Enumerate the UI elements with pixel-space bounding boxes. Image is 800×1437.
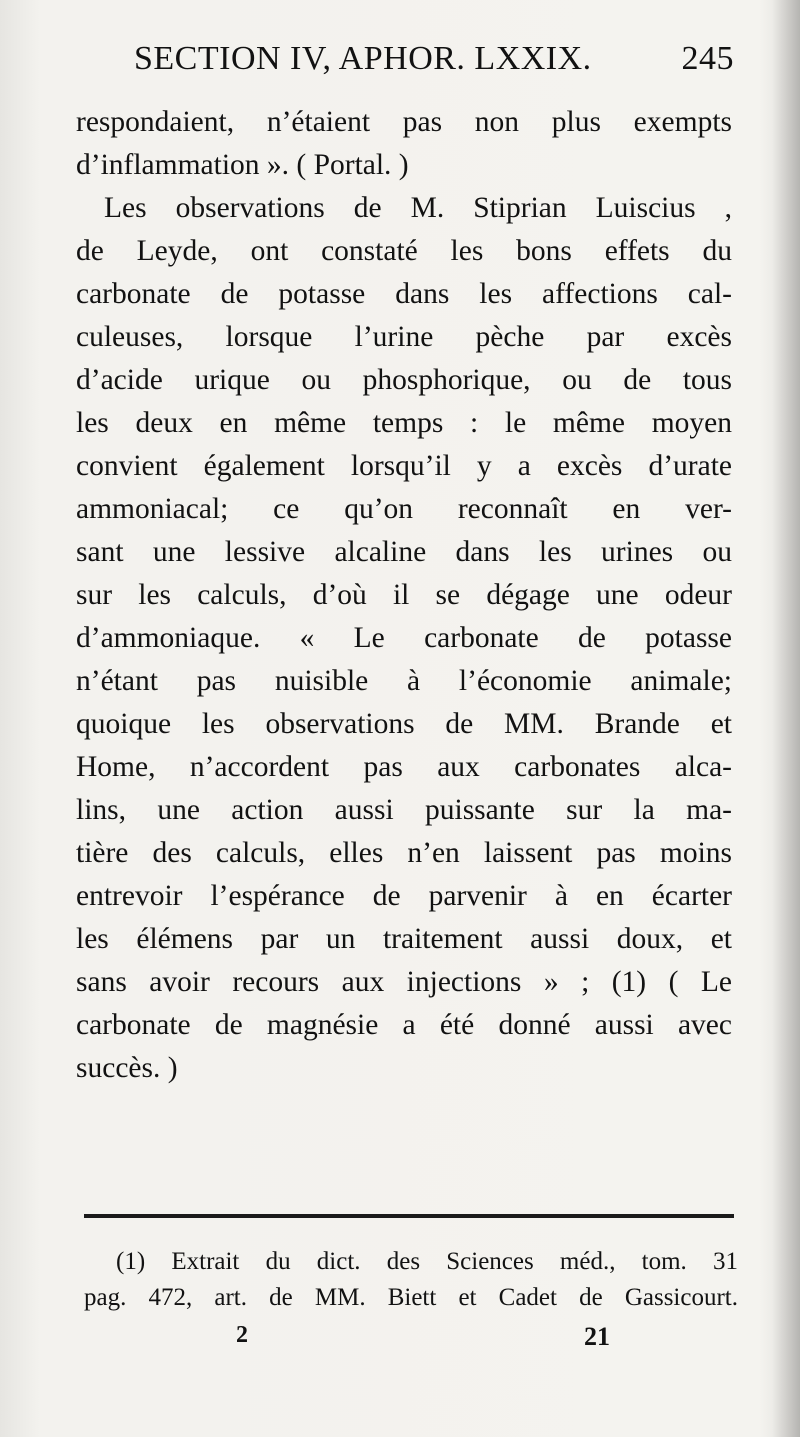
text-line: entrevoir l’espérance de parvenir à en écarter (76, 880, 732, 912)
text-line: d’acide urique ou phosphorique, ou de tous (76, 364, 732, 396)
running-head: SECTION IV, APHOR. LXXIX. (134, 40, 592, 77)
text-line: succès. ) (76, 1052, 178, 1084)
text-line: quoique les observations de MM. Brande et (76, 708, 732, 740)
text-line: de Leyde, ont constaté les bons effets du (76, 235, 732, 267)
text-line: n’étant pas nuisible à l’économie animale; (76, 665, 732, 697)
footnote-line: (1) Extrait du dict. des Sciences méd., tom. 31 (116, 1248, 738, 1275)
text-line: Les observations de M. Stiprian Luiscius , (104, 192, 732, 224)
text-line: les élémens par un traitement aussi doux, et (76, 923, 732, 955)
text-line: carbonate de potasse dans les affections cal- (76, 278, 732, 310)
text-line: les deux en même temps : le même moyen (76, 407, 732, 439)
text-line: sans avoir recours aux injections » ; (1) ( Le (76, 966, 732, 998)
text-line: Home, n’accordent pas aux carbonates alca- (76, 751, 732, 783)
text-line: culeuses, lorsque l’urine pèche par excès (76, 321, 732, 353)
text-line: ammoniacal; ce qu’on reconnaît en ver- (76, 493, 732, 525)
page-header (134, 40, 734, 84)
text-line: d’ammoniaque. « Le carbonate de potasse (76, 622, 732, 654)
text-line: lins, une action aussi puissante sur la ma- (76, 794, 732, 826)
footnote-line: pag. 472, art. de MM. Biett et Cadet de Gassicourt. (84, 1284, 738, 1311)
text-line: convient également lorsqu’il y a excès d’urate (76, 450, 732, 482)
footnote-rule (84, 1214, 734, 1218)
text-line: carbonate de magnésie a été donné aussi avec (76, 1009, 732, 1041)
spine-shadow (772, 0, 800, 1437)
page-number: 245 (681, 40, 734, 77)
signature-mark: 2 (236, 1322, 248, 1348)
text-line: d’inflammation ». ( Portal. ) (76, 149, 409, 181)
sheet-number: 21 (584, 1322, 610, 1351)
text-line: respondaient, n’étaient pas non plus exempts (76, 106, 732, 138)
text-line: sur les calculs, d’où il se dégage une odeur (76, 579, 732, 611)
text-line: sant une lessive alcaline dans les urines ou (76, 536, 732, 568)
text-line: tière des calculs, elles n’en laissent pas moins (76, 837, 732, 869)
